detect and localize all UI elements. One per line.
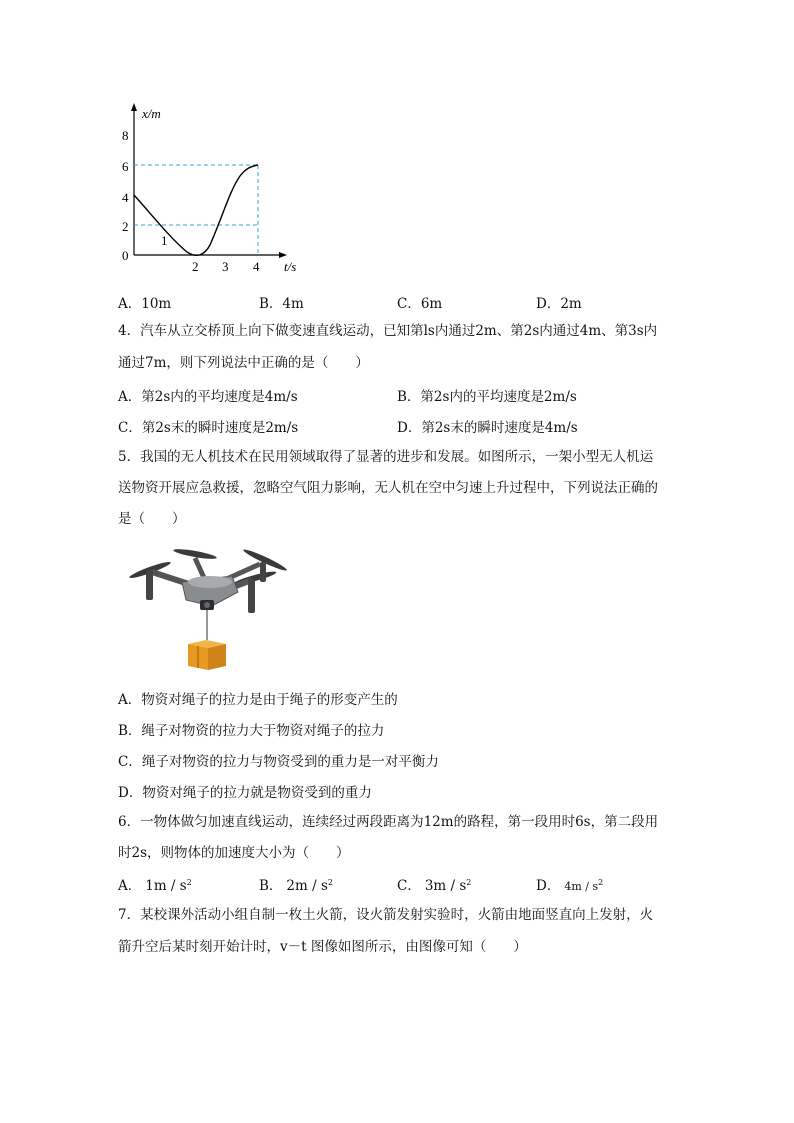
y-axis-label: x/m <box>142 106 161 121</box>
q5-option-a[interactable]: A．物资对绳子的拉力是由于绳子的形变产生的 <box>118 692 398 708</box>
q5-option-b[interactable]: B．绳子对物资的拉力大于物资对绳子的拉力 <box>118 723 385 739</box>
q4-option-b[interactable]: B．第2s内的平均速度是2m/s <box>397 389 577 405</box>
q7-stem-line2: 箭升空后某时刻开始计时，v－t 图像如图所示，由图像可知（ ） <box>118 939 527 955</box>
q6-option-b-value: 2m / s <box>286 878 328 894</box>
q6-option-a[interactable] <box>118 874 192 894</box>
cargo-box-right <box>208 644 226 670</box>
q3-option-c[interactable]: C．6m <box>397 296 443 312</box>
x-axis-label: t/s <box>284 259 297 274</box>
q6-option-a-exp: 2 <box>186 878 192 887</box>
q5-stem-line2: 送物资开展应急救援，忽略空气阻力影响，无人机在空中匀速上升过程中，下列说法正确的 <box>118 480 658 496</box>
drone-illustration <box>120 540 295 675</box>
x-axis-arrow <box>279 252 287 258</box>
x-tick-label: 4 <box>253 259 260 274</box>
q6-option-d-value: 4m / s <box>564 880 599 893</box>
drone-leg <box>260 562 266 582</box>
q6-option-c-exp: 2 <box>466 878 472 887</box>
q6-option-d[interactable] <box>536 874 603 894</box>
q6-option-c-value: 3m / s <box>424 878 467 894</box>
q5-stem-line3: 是（ ） <box>118 511 186 527</box>
drone-top <box>188 576 232 588</box>
q5-option-c[interactable]: C．绳子对物资的拉力与物资受到的重力是一对平衡力 <box>118 754 439 770</box>
x-tick-label: 3 <box>222 259 229 274</box>
q4-stem-line1: 4．汽车从立交桥顶上向下做变速直线运动，已知第ls内通过2m、第2s内通过4m、第3s内 <box>118 323 658 339</box>
q7-stem-line1: 7．某校课外活动小组自制一枚土火箭，设火箭发射实验时，火箭由地面竖直向上发射，火 <box>118 907 654 923</box>
xt-graph <box>112 100 312 275</box>
q6-option-d-exp: 2 <box>598 878 604 887</box>
q6-option-c-prefix: C． <box>397 878 421 894</box>
y-axis-arrow <box>131 103 137 111</box>
xt-curve <box>134 165 258 255</box>
y-tick-label: 2 <box>122 219 129 234</box>
drone-leg <box>248 578 255 613</box>
q6-stem-line2: 时2s，则物体的加速度大小为（ ） <box>118 845 350 861</box>
q4-option-d[interactable]: D．第2s末的瞬时速度是4m/s <box>397 420 578 436</box>
q5-option-d[interactable]: D．物资对绳子的拉力就是物资受到的重力 <box>118 785 372 801</box>
q6-stem-line1: 6．一物体做匀加速直线运动，连续经过两段距离为12m的路程，第一段用时6s，第二段用 <box>118 814 659 830</box>
q4-stem-line2: 通过7m，则下列说法中正确的是（ ） <box>118 355 369 371</box>
q3-option-a[interactable]: A．10m <box>118 296 172 312</box>
drone-camera-lens <box>204 602 210 608</box>
q6-option-b-exp: 2 <box>327 878 333 887</box>
q6-option-d-prefix: D． <box>536 878 561 894</box>
q6-option-c[interactable] <box>397 874 471 894</box>
x-tick-label: 1 <box>161 233 168 248</box>
q6-option-b[interactable] <box>259 874 333 894</box>
y-tick-label: 0 <box>122 248 129 263</box>
q4-option-c[interactable]: C．第2s末的瞬时速度是2m/s <box>118 420 299 436</box>
drone-leg <box>146 570 153 600</box>
q5-stem-line1: 5．我国的无人机技术在民用领域取得了显著的进步和发展。如图所示，一架小型无人机运 <box>118 449 654 465</box>
y-tick-label: 4 <box>122 190 129 205</box>
q6-option-a-prefix: A． <box>118 878 142 894</box>
y-tick-label: 8 <box>122 128 129 143</box>
q3-option-b[interactable]: B．4m <box>259 296 304 312</box>
x-tick-label: 2 <box>192 259 199 274</box>
q3-option-d[interactable]: D．2m <box>536 296 582 312</box>
y-tick-label: 6 <box>122 159 129 174</box>
q6-option-b-prefix: B． <box>259 878 283 894</box>
q6-option-a-value: 1m / s <box>145 878 187 894</box>
q4-option-a[interactable]: A．第2s内的平均速度是4m/s <box>118 389 298 405</box>
